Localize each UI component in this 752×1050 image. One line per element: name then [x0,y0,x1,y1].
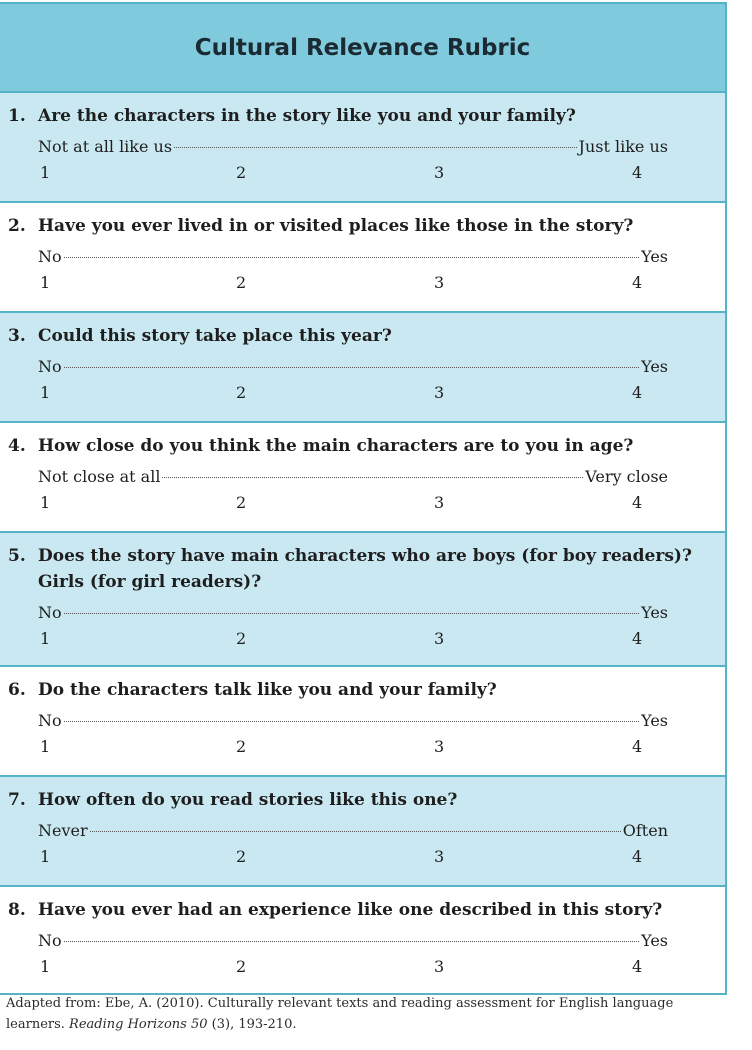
scale-value-3[interactable]: 3 [434,737,445,756]
scale-value-2[interactable]: 2 [236,957,247,976]
scale-value-3[interactable]: 3 [434,163,445,182]
question-text [8,787,718,813]
scale-numbers [38,847,650,867]
scale-value-4[interactable]: 4 [632,383,643,402]
scale-labels [38,357,668,376]
scale-labels [38,603,668,622]
scale-left-label: Never [38,821,88,840]
scale-numbers [38,737,650,757]
citation-suffix: (3), 193-210. [207,1017,297,1032]
scale-labels [38,247,668,266]
scale-value-2[interactable]: 2 [236,383,247,402]
question-8 [0,887,725,993]
question-text [8,543,718,595]
scale-value-4[interactable]: 4 [632,629,643,648]
scale-left-label: Not close at all [38,467,161,486]
scale-numbers [38,163,650,183]
scale-numbers [38,493,650,513]
scale-left-label: No [38,711,62,730]
question-label: Have you ever lived in or visited places like those in the story? [38,216,634,236]
scale-numbers [38,629,650,649]
scale-numbers [38,383,650,403]
citation [6,993,726,1035]
scale-value-4[interactable]: 4 [632,847,643,866]
question-number: 3. [8,326,26,346]
scale-left-label: No [38,357,62,376]
scale-value-1[interactable]: 1 [40,163,51,182]
scale-numbers [38,957,650,977]
question-7 [0,777,725,887]
scale-value-3[interactable]: 3 [434,629,445,648]
question-text [8,103,718,129]
scale-value-3[interactable]: 3 [434,383,445,402]
scale-labels [38,467,668,486]
scale-value-1[interactable]: 1 [40,629,51,648]
scale-numbers [38,273,650,293]
rubric-title: Cultural Relevance Rubric [0,4,725,93]
question-6 [0,667,725,777]
scale-value-1[interactable]: 1 [40,957,51,976]
question-text [8,897,718,923]
question-label: Are the characters in the story like you and your family? [38,106,576,126]
scale-value-4[interactable]: 4 [632,737,643,756]
scale-right-label: Yes [641,931,668,950]
scale-labels [38,931,668,950]
scale-value-2[interactable]: 2 [236,273,247,292]
scale-value-1[interactable]: 1 [40,847,51,866]
question-number: 4. [8,436,26,456]
scale-value-3[interactable]: 3 [434,957,445,976]
scale-value-2[interactable]: 2 [236,847,247,866]
rubric-table [0,2,727,995]
dotted-line [64,721,640,722]
scale-value-2[interactable]: 2 [236,163,247,182]
question-text [8,323,718,349]
scale-value-3[interactable]: 3 [434,493,445,512]
dotted-line [162,477,583,478]
scale-value-1[interactable]: 1 [40,493,51,512]
dotted-line [174,147,576,148]
question-label: Have you ever had an experience like one described in this story? [38,900,663,920]
question-label-continued: Girls (for girl readers)? [38,572,262,592]
scale-right-label: Often [622,821,668,840]
question-number: 6. [8,680,26,700]
scale-left-label: Not at all like us [38,137,173,156]
scale-value-4[interactable]: 4 [632,493,643,512]
dotted-line [64,257,640,258]
scale-value-4[interactable]: 4 [632,957,643,976]
scale-value-1[interactable]: 1 [40,383,51,402]
question-1 [0,93,725,203]
scale-value-2[interactable]: 2 [236,629,247,648]
citation-journal: Reading Horizons 50 [69,1017,208,1032]
question-2 [0,203,725,313]
question-number: 7. [8,790,26,810]
question-label: How close do you think the main characters are to you in age? [38,436,634,456]
scale-value-4[interactable]: 4 [632,273,643,292]
question-text [8,677,718,703]
scale-value-3[interactable]: 3 [434,847,445,866]
scale-right-label: Very close [585,467,668,486]
scale-labels [38,821,668,840]
question-3 [0,313,725,423]
scale-right-label: Yes [641,357,668,376]
question-label: Do the characters talk like you and your family? [38,680,497,700]
question-text [8,213,718,239]
scale-left-label: No [38,603,62,622]
dotted-line [64,367,640,368]
dotted-line [64,941,640,942]
question-text [8,433,718,459]
scale-value-1[interactable]: 1 [40,273,51,292]
scale-labels [38,137,668,156]
scale-right-label: Yes [641,711,668,730]
question-4 [0,423,725,533]
question-number: 5. [8,546,26,566]
scale-value-2[interactable]: 2 [236,737,247,756]
scale-labels [38,711,668,730]
dotted-line [64,613,640,614]
question-label: Does the story have main characters who are boys (for boy readers)? [38,546,692,566]
scale-right-label: Just like us [578,137,668,156]
scale-value-1[interactable]: 1 [40,737,51,756]
question-number: 2. [8,216,26,236]
scale-left-label: No [38,247,62,266]
scale-left-label: No [38,931,62,950]
question-label: How often do you read stories like this one? [38,790,458,810]
question-number: 8. [8,900,26,920]
question-number: 1. [8,106,26,126]
dotted-line [90,831,621,832]
scale-right-label: Yes [641,247,668,266]
scale-value-4[interactable]: 4 [632,163,643,182]
scale-value-3[interactable]: 3 [434,273,445,292]
question-label: Could this story take place this year? [38,326,392,346]
question-5 [0,533,725,667]
citation-prefix: Adapted from: Ebe, A. (2010). Culturally relevant texts and reading assessment for English language learners. [6,996,674,1032]
scale-value-2[interactable]: 2 [236,493,247,512]
scale-right-label: Yes [641,603,668,622]
